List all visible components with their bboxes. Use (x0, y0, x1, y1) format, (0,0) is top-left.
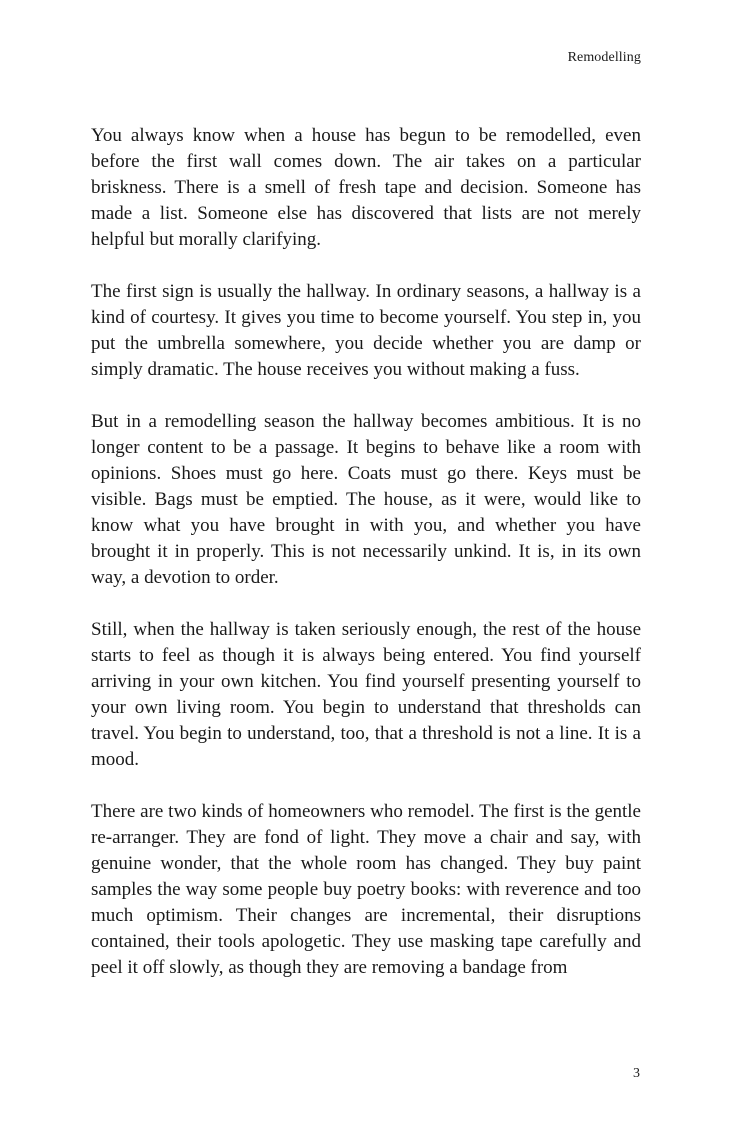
paragraph-3: But in a remodelling season the hallway becomes ambitious. It is no longer content to be a passage. It begins to behave like a room with opinions. Shoes must go here. Coats must go there. Keys must be visible. Bags must be emptied. The house, as it were, would like to know what you have brought in with you, and whether you have brought it in properly. This is not necessarily unkind. It is, in its own way, a devotion to order. (91, 411, 641, 588)
paragraph-4: Still, when the hallway is taken seriously enough, the rest of the house starts to feel as though it is always being entered. You find yourself arriving in your own kitchen. You find yourself presenting yourself to your own living room. You begin to understand that thresholds can travel. You begin to understand, too, that a threshold is not a line. It is a mood. (91, 619, 641, 770)
running-head: Remodelling (567, 50, 641, 65)
body-text (91, 123, 641, 1007)
paragraph-1: You always know when a house has begun to be remodelled, even before the first wall comes down. The air takes on a particular briskness. There is a smell of fresh tape and decision. Someone has made a list. Someone else has discovered that lists are not merely helpful but morally clarifying. (91, 125, 641, 250)
paragraph-5: There are two kinds of homeowners who remodel. The first is the gentle re-arranger. They are fond of light. They move a chair and say, with genuine wonder, that the whole room has changed. They buy paint samples the way some people buy poetry books: with reverence and too much optimism. Their changes are incremental, their disruptions contained, their tools apologetic. They use masking tape carefully and peel it off slowly, as though they are removing a bandage from (91, 801, 641, 978)
page-number: 3 (633, 1066, 640, 1081)
paragraph-2: The first sign is usually the hallway. In ordinary seasons, a hallway is a kind of courtesy. It gives you time to become yourself. You step in, you put the umbrella somewhere, you decide whether you are damp or simply dramatic. The house receives you without making a fuss. (91, 281, 641, 380)
